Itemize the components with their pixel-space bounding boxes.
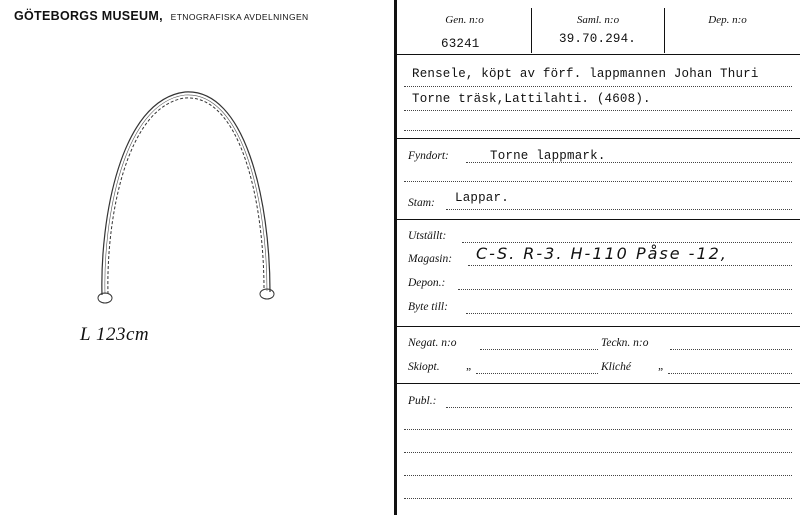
dotted-line (404, 475, 792, 476)
dotted-line (404, 429, 792, 430)
skiopt-label: Skiopt. (408, 361, 440, 373)
section-rule (397, 383, 800, 384)
dotted-line (446, 407, 792, 408)
fyndort-label: Fyndort: (408, 150, 449, 162)
saml-no-label: Saml. n:o (576, 14, 620, 26)
department-name: ETNOGRAFISKA AVDELNINGEN (170, 12, 309, 22)
dotted-line (404, 181, 792, 182)
byte-label: Byte till: (408, 301, 448, 313)
description-line-1: Rensele, köpt av förf. lappmannen Johan Thuri (412, 67, 759, 81)
saml-no-value: 39.70.294. (559, 32, 637, 46)
dotted-line (458, 289, 792, 290)
harness-sketch (80, 80, 300, 310)
dep-no-label: Dep. n:o (708, 14, 747, 26)
dotted-line (468, 265, 792, 266)
gen-no-value: 63241 (441, 37, 480, 51)
dotted-line (462, 242, 792, 243)
museum-name: GÖTEBORGS MUSEUM, (14, 9, 163, 23)
header-rule (397, 54, 800, 55)
stam-value: Lappar. (455, 191, 509, 205)
publ-label: Publ.: (408, 395, 437, 407)
description-line-2: Torne träsk,Lattilahti. (4608). (412, 92, 651, 106)
dotted-line (404, 452, 792, 453)
negat-label: Negat. n:o (408, 337, 457, 349)
length-note: L 123cm (80, 324, 150, 345)
dotted-line (404, 110, 792, 111)
dotted-line (466, 162, 792, 163)
section-rule (397, 138, 800, 139)
utstallt-label: Utställt: (408, 230, 447, 242)
dotted-line (404, 130, 792, 131)
teckn-label: Teckn. n:o (601, 337, 649, 349)
dotted-line (668, 373, 792, 374)
section-rule (397, 219, 800, 220)
kliche-mark: „ (658, 360, 665, 372)
dotted-line (404, 498, 792, 499)
stam-label: Stam: (408, 197, 435, 209)
kliche-label: Kliché (601, 361, 632, 373)
depon-label: Depon.: (408, 277, 446, 289)
skiopt-mark: „ (466, 360, 473, 372)
magasin-label: Magasin: (408, 253, 453, 265)
card-left-border (394, 0, 397, 515)
dotted-line (466, 313, 792, 314)
dotted-line (476, 373, 598, 374)
gen-no-label: Gen. n:o (445, 14, 484, 26)
magasin-value: C-S. R-3. H-110 Påse -12, (476, 244, 728, 263)
dotted-line (480, 349, 598, 350)
dotted-line (670, 349, 792, 350)
fyndort-value: Torne lappmark. (490, 149, 606, 163)
dotted-line (446, 209, 792, 210)
dotted-line (404, 86, 792, 87)
section-rule (397, 326, 800, 327)
museum-header (14, 9, 309, 23)
